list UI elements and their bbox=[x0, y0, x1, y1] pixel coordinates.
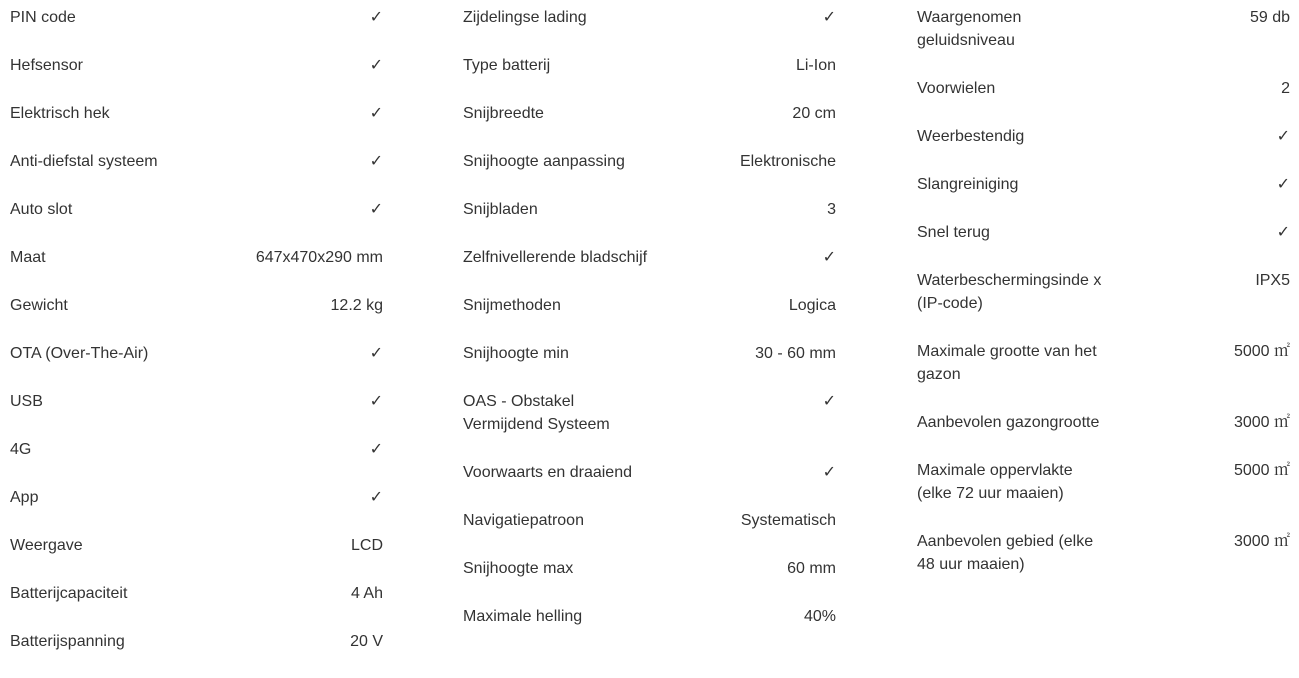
spec-label: PIN code bbox=[10, 9, 76, 26]
spec-label: Weergave bbox=[10, 537, 83, 554]
spec-value: 3000 ㎡ bbox=[1233, 533, 1290, 550]
spec-row bbox=[10, 198, 383, 246]
spec-label: App bbox=[10, 489, 39, 506]
spec-label: Anti-diefstal systeem bbox=[10, 153, 158, 170]
spec-label: OAS - Obstakel Vermijdend Systeem bbox=[463, 393, 610, 433]
spec-value: 4 Ah bbox=[350, 585, 383, 602]
spec-column-3 bbox=[917, 6, 1290, 601]
spec-label: USB bbox=[10, 393, 43, 410]
spec-row bbox=[463, 509, 836, 557]
spec-row bbox=[463, 294, 836, 342]
spec-value: 60 mm bbox=[787, 560, 836, 577]
spec-row bbox=[10, 294, 383, 342]
spec-row bbox=[10, 630, 383, 678]
check-icon: ✓ bbox=[1276, 176, 1290, 193]
check-icon: ✓ bbox=[1276, 224, 1290, 241]
spec-value: 20 V bbox=[350, 633, 383, 650]
spec-label: Slangreiniging bbox=[917, 176, 1019, 193]
check-icon: ✓ bbox=[369, 393, 383, 410]
spec-label: OTA (Over-The-Air) bbox=[10, 345, 149, 362]
spec-row bbox=[917, 173, 1290, 221]
spec-label: Snijbladen bbox=[463, 201, 538, 218]
spec-value: 3 bbox=[827, 201, 836, 218]
spec-value: 3000 ㎡ bbox=[1233, 414, 1290, 431]
spec-label: Weerbestendig bbox=[917, 128, 1025, 145]
spec-label: Snijhoogte aanpassing bbox=[463, 153, 625, 170]
spec-row bbox=[917, 269, 1290, 340]
spec-row bbox=[463, 246, 836, 294]
spec-label: Type batterij bbox=[463, 57, 551, 74]
check-icon: ✓ bbox=[369, 201, 383, 218]
check-icon: ✓ bbox=[369, 345, 383, 362]
spec-label: Batterijspanning bbox=[10, 633, 125, 650]
spec-label: Maximale helling bbox=[463, 608, 583, 625]
spec-row bbox=[463, 342, 836, 390]
spec-row bbox=[10, 438, 383, 486]
check-icon: ✓ bbox=[369, 9, 383, 26]
spec-row bbox=[917, 530, 1290, 601]
spec-row bbox=[10, 342, 383, 390]
spec-row bbox=[10, 486, 383, 534]
spec-label: Zijdelingse lading bbox=[463, 9, 587, 26]
spec-value: Logica bbox=[788, 297, 836, 314]
spec-value: 5000 ㎡ bbox=[1233, 462, 1290, 479]
check-icon: ✓ bbox=[822, 9, 836, 26]
spec-label: Maximale grootte van het gazon bbox=[917, 343, 1097, 383]
spec-row bbox=[10, 6, 383, 54]
spec-label: Snel terug bbox=[917, 224, 990, 241]
check-icon: ✓ bbox=[369, 57, 383, 74]
spec-label: Elektrisch hek bbox=[10, 105, 110, 122]
spec-label: Aanbevolen gebied (elke 48 uur maaien) bbox=[917, 533, 1094, 573]
spec-row bbox=[917, 125, 1290, 173]
spec-column-1 bbox=[10, 6, 383, 678]
spec-label: Snijbreedte bbox=[463, 105, 544, 122]
spec-row bbox=[917, 411, 1290, 459]
spec-row bbox=[463, 54, 836, 102]
check-icon: ✓ bbox=[822, 464, 836, 481]
spec-row bbox=[10, 390, 383, 438]
check-icon: ✓ bbox=[822, 393, 836, 410]
spec-value: IPX5 bbox=[1255, 272, 1290, 289]
spec-row bbox=[917, 221, 1290, 269]
check-icon: ✓ bbox=[1276, 128, 1290, 145]
spec-row bbox=[463, 390, 836, 461]
spec-row bbox=[10, 54, 383, 102]
spec-label: Aanbevolen gazongrootte bbox=[917, 414, 1100, 431]
spec-value: 20 cm bbox=[792, 105, 836, 122]
spec-label: Maximale oppervlakte (elke 72 uur maaien) bbox=[917, 462, 1073, 502]
spec-row bbox=[917, 459, 1290, 530]
spec-row bbox=[463, 557, 836, 605]
spec-label: Voorwaarts en draaiend bbox=[463, 464, 632, 481]
spec-row bbox=[463, 605, 836, 653]
spec-row bbox=[10, 534, 383, 582]
spec-label: Snijmethoden bbox=[463, 297, 561, 314]
spec-label: Snijhoogte min bbox=[463, 345, 569, 362]
spec-value: 40% bbox=[803, 608, 836, 625]
spec-row bbox=[463, 102, 836, 150]
spec-label: Snijhoogte max bbox=[463, 560, 574, 577]
check-icon: ✓ bbox=[369, 441, 383, 458]
spec-label: Maat bbox=[10, 249, 46, 266]
spec-value: Elektronische bbox=[739, 153, 836, 170]
spec-value: 12.2 kg bbox=[330, 297, 383, 314]
spec-row bbox=[463, 198, 836, 246]
spec-row bbox=[917, 77, 1290, 125]
check-icon: ✓ bbox=[369, 153, 383, 170]
spec-label: Waargenomen geluidsniveau bbox=[917, 9, 1022, 49]
spec-label: Batterijcapaciteit bbox=[10, 585, 128, 602]
spec-row bbox=[10, 102, 383, 150]
check-icon: ✓ bbox=[369, 489, 383, 506]
spec-row bbox=[463, 461, 836, 509]
spec-row bbox=[10, 246, 383, 294]
spec-row bbox=[10, 582, 383, 630]
spec-row bbox=[463, 6, 836, 54]
check-icon: ✓ bbox=[369, 105, 383, 122]
spec-column-2 bbox=[463, 6, 836, 653]
spec-label: 4G bbox=[10, 441, 32, 458]
spec-value: 30 - 60 mm bbox=[755, 345, 836, 362]
spec-value: LCD bbox=[350, 537, 383, 554]
spec-label: Navigatiepatroon bbox=[463, 512, 584, 529]
spec-label: Waterbeschermingsinde x (IP-code) bbox=[917, 272, 1102, 312]
spec-label: Voorwielen bbox=[917, 80, 996, 97]
spec-label: Zelfnivellerende bladschijf bbox=[463, 249, 648, 266]
spec-value: 5000 ㎡ bbox=[1233, 343, 1290, 360]
spec-value: Li-Ion bbox=[795, 57, 836, 74]
spec-label: Auto slot bbox=[10, 201, 73, 218]
check-icon: ✓ bbox=[822, 249, 836, 266]
spec-row bbox=[917, 340, 1290, 411]
spec-row bbox=[10, 150, 383, 198]
spec-value: 647x470x290 mm bbox=[255, 249, 383, 266]
spec-label: Hefsensor bbox=[10, 57, 83, 74]
spec-value: Systematisch bbox=[740, 512, 836, 529]
spec-value: 59 db bbox=[1249, 9, 1290, 26]
spec-row bbox=[463, 150, 836, 198]
spec-value: 2 bbox=[1281, 80, 1290, 97]
spec-label: Gewicht bbox=[10, 297, 68, 314]
spec-row bbox=[917, 6, 1290, 77]
